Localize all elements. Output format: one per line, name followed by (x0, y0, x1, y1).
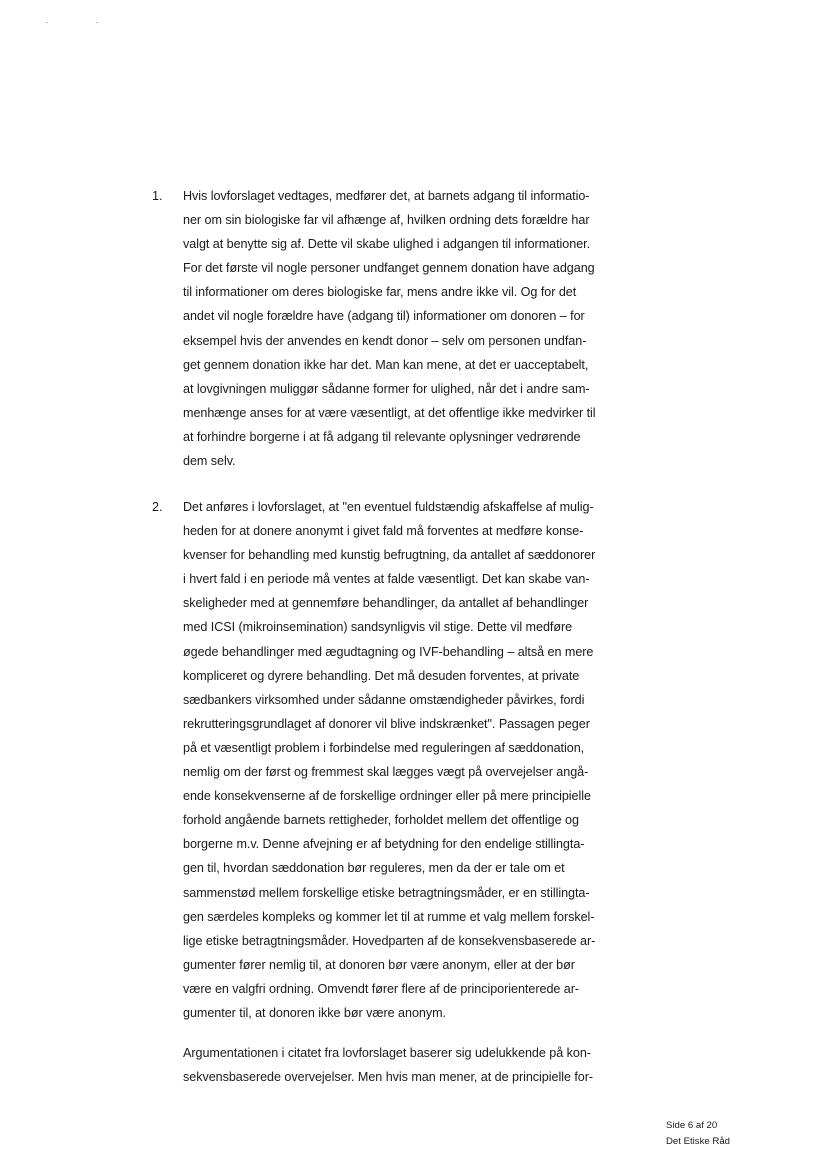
text-line: gen særdeles kompleks og kommer let til at rumme et valg mellem forskel- (183, 909, 595, 924)
scan-artifact-mark (46, 22, 48, 23)
text-line: borgerne m.v. Denne afvejning er af betydning for den endelige stillingta- (183, 837, 585, 852)
text-line: kompliceret og dyrere behandling. Det må desuden forventes, at private (183, 668, 580, 683)
text-line: gen til, hvordan sæddonation bør reguleres, men da der er tale om et (183, 861, 565, 876)
text-line: til informationer om deres biologiske far, mens andre ikke vil. Og for det (183, 285, 577, 300)
text-line: sædbankers virksomhed under sådanne omstændigheder påvirkes, fordi (183, 692, 585, 707)
text-line: menhænge anses for at være væsentligt, at det offentlige ikke medvirker til (183, 405, 596, 420)
text-line: at lovgivningen muliggør sådanne former for ulighed, når det i andre sam- (183, 381, 590, 396)
text-line: i hvert fald i en periode må ventes at falde væsentligt. Det kan skabe van- (183, 572, 590, 587)
text-line: kvenser for behandling med kunstig befrugtning, da antallet af sæddonorer (183, 548, 596, 563)
text-line: ende konsekvenserne af de forskellige ordninger eller på mere principielle (183, 789, 591, 804)
text-line: skeligheder med at gennemføre behandlinger, da antallet af behandlinger (183, 596, 589, 611)
list-item-number: 1. (152, 189, 163, 203)
text-line: være en valgfri ordning. Omvendt fører flere af de principorienterede ar- (183, 981, 580, 996)
text-line: at forhindre borgerne i at få adgang til relevante oplysninger vedrørende (183, 429, 581, 444)
scan-artifact-mark (96, 22, 98, 23)
text-line: eksempel hvis der anvendes en kendt donor – selv om personen undfan- (183, 333, 587, 348)
text-line: gumenter til, at donoren ikke bør være anonym. (183, 1005, 446, 1020)
text-line: Det anføres i lovforslaget, at "en eventuel fuldstændig afskaffelse af mulig- (183, 500, 594, 514)
organization-name: Det Etiske Råd (666, 1136, 730, 1147)
text-line: med ICSI (mikroinsemination) sandsynligvis vil stige. Dette vil medføre (183, 620, 573, 635)
text-line: valgt at benytte sig af. Dette vil skabe ulighed i adgangen til informationer. (183, 237, 591, 252)
page-footer (666, 1118, 730, 1150)
text-line: på et væsentligt problem i forbindelse med reguleringen af sæddonation, (183, 740, 585, 755)
text-line: sekvensbaserede overvejelser. Men hvis man mener, at de principielle for- (183, 1070, 594, 1085)
text-line: ner om sin biologiske far vil afhænge af, hvilken ordning dets forældre har (183, 213, 590, 228)
text-line: forhold angående barnets rettigheder, forholdet mellem det offentlige og (183, 813, 579, 828)
text-line: dem selv. (183, 454, 236, 469)
text-line: rekrutteringsgrundlaget af donorer vil blive indskrænket". Passagen peger (183, 716, 590, 731)
text-line: get gennem donation ikke har det. Man kan mene, at det er uacceptabelt, (183, 357, 589, 372)
page-number: Side 6 af 20 (666, 1120, 718, 1131)
text-line: gumenter fører nemlig til, at donoren bør være anonym, eller at der bør (183, 957, 575, 972)
text-line: andet vil nogle forældre have (adgang til) informationer om donoren – for (183, 309, 585, 324)
list-item-number: 2. (152, 500, 163, 514)
text-line: lige etiske betragtningsmåder. Hovedparten af de konsekvensbaserede ar- (183, 933, 596, 948)
text-line: heden for at donere anonymt i givet fald må forventes at medføre konse- (183, 524, 584, 539)
list-item-text (183, 184, 683, 473)
text-line: Hvis lovforslaget vedtages, medfører det, at barnets adgang til informatio- (183, 189, 590, 203)
text-line: Argumentationen i citatet fra lovforslaget baserer sig udelukkende på kon- (183, 1046, 591, 1060)
text-line: øgede behandlinger med ægudtagning og IVF-behandling – altså en mere (183, 644, 594, 659)
text-line: For det første vil nogle personer undfanget gennem donation have adgang (183, 261, 595, 276)
text-line: sammenstød mellem forskellige etiske betragtningsmåder, er en stillingta- (183, 885, 590, 900)
text-line: nemlig om der først og fremmest skal lægges vægt på overvejelser angå- (183, 765, 589, 780)
list-item-text (183, 495, 683, 1025)
body-paragraph (183, 1041, 683, 1089)
